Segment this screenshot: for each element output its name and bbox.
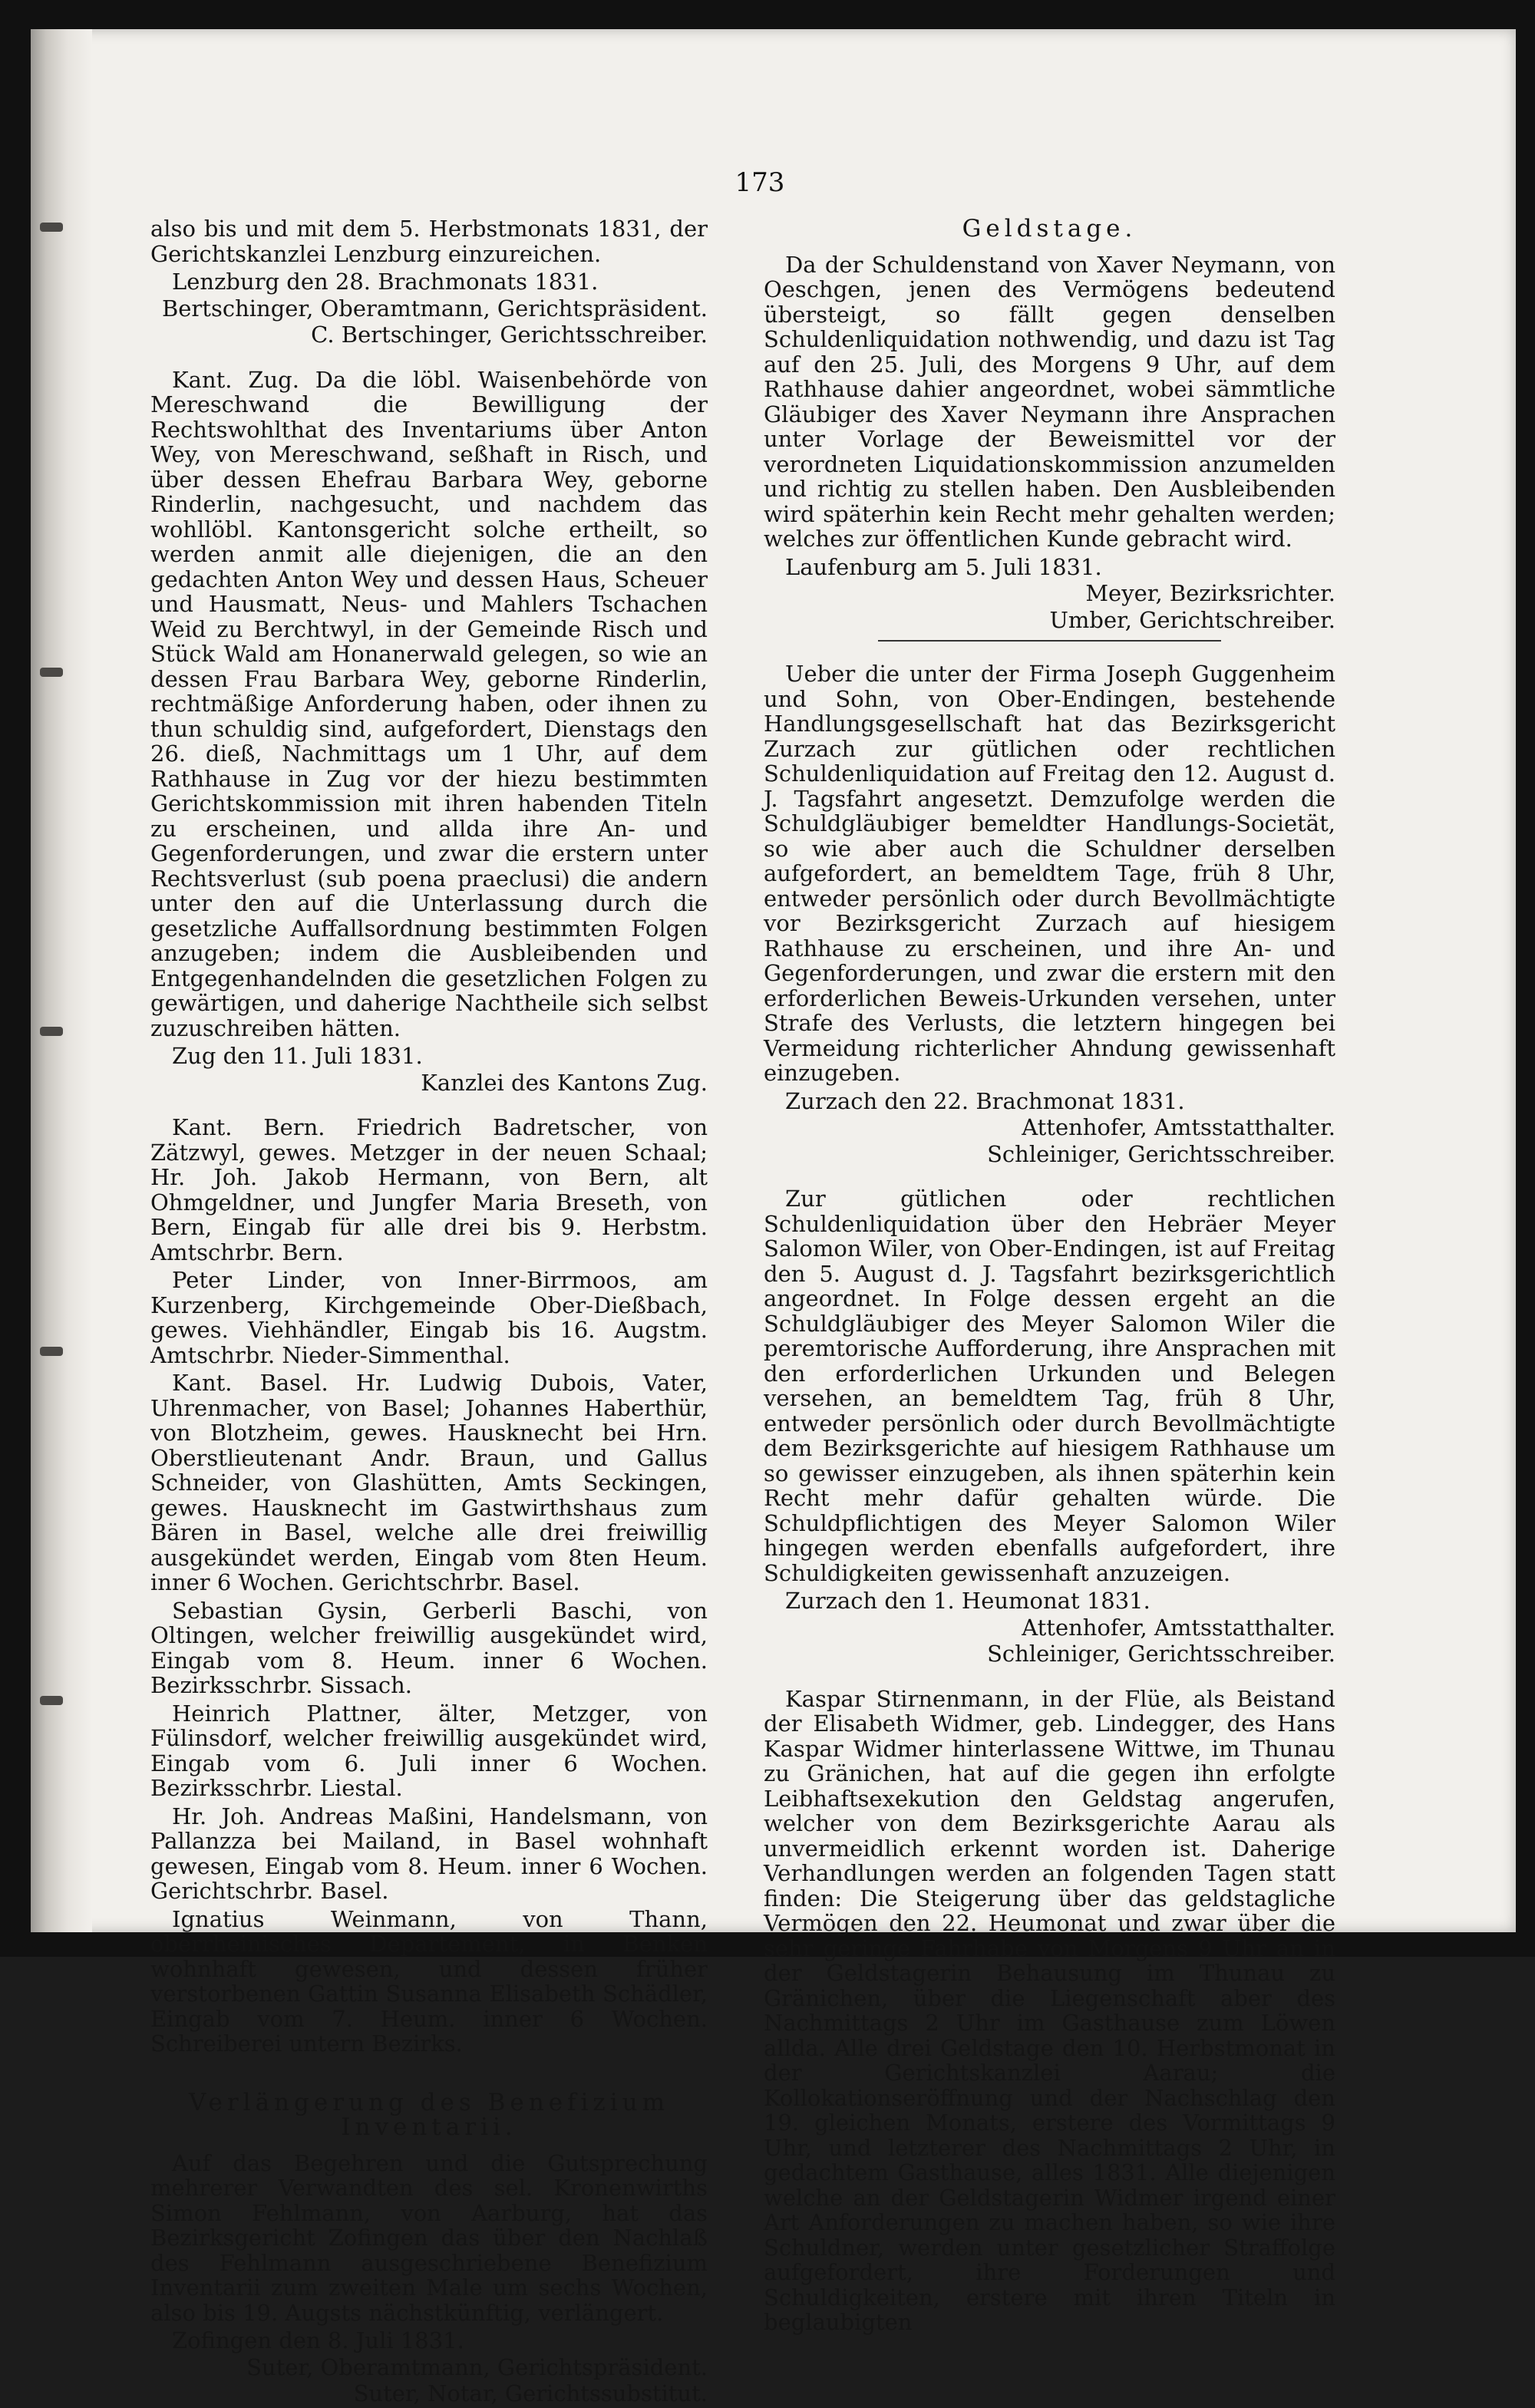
signature: C. Bertschinger, Gerichtsschreiber. bbox=[311, 322, 708, 348]
paragraph: Kant. Zug. Da die löbl. Waisenbehörde von Mereschwand die Bewilligung der Rechtswohlthat des Inventariums über Anton Wey, von Mereschwand, seßhaft in Risch, und über dessen Ehefrau Barbara Wey, geborne Rinderlin, nachgesucht, und nachdem das wohllöbl. Kantonsgericht solche ertheilt, so werden anmit alle diejenigen, die an den gedachten Anton Wey und dessen Haus, Scheuer und Hausmatt, Neus- und Mahlers Tschachen Weid zu Berchtwyl, in der Gemeinde Risch und Stück Wald am Honanerwald gelegen, so wie an dessen Frau Barbara Wey, geborne Rinderlin, rechtmäßige Anforderung haben, oder ihnen zu thun schuldig sind, aufgefordert, Dienstags den 26. dieß, Nachmittags um 1 Uhr, auf dem Rathhause in Zug vor der hiezu bestimmten Gerichtskommission mit ihren habenden Titeln zu erscheinen, und allda ihre An- und Gegenforderungen, und zwar die erstern unter Rechtsverlust (sub poena praeclusi) die andern unter den auf die Unterlassung durch die gesetzliche Auffallsordnung bestimmten Folgen anzugeben; indem die Ausbleibenden und Entgegenhandelnden die gesetzlichen Folgen zu gewärtigen, und daherige Nachtheile sich selbst zuzuschreiben hätten. bbox=[150, 366, 708, 1041]
right-column bbox=[764, 216, 1335, 2338]
signature: Suter, Oberamtmann, Gerichtspräsident. bbox=[246, 2354, 708, 2380]
signature: Attenhofer, Amtsstatthalter. bbox=[1022, 1614, 1335, 1641]
signature: Bertschinger, Oberamtmann, Gerichtspräsident. bbox=[161, 295, 708, 322]
separator-rule bbox=[878, 640, 1221, 642]
signature: Attenhofer, Amtsstatthalter. bbox=[1022, 1114, 1335, 1140]
paragraph: also bis und mit dem 5. Herbstmonats 1831, der Gerichtskanzlei Lenzburg einzureichen. bbox=[150, 216, 708, 267]
paragraph: Ignatius Weinmann, von Thann, oberrheinisches Departement, in Benken wohnhaft gewesen, und dessen früher verstorbenen Gattin Susanna Elisabeth Schädler, Eingab vom 7. Heum. inner 6 Wochen. Schreiberei untern Bezirks. bbox=[150, 1905, 708, 2057]
dateline: Zofingen den 8. Juli 1831. bbox=[172, 2327, 464, 2354]
paragraph: Kant. Basel. Hr. Ludwig Dubois, Vater, Uhrenmacher, von Basel; Johannes Haberthür, von Blotzheim, gewes. Hausknecht bei Hrn. Oberstlieutenant Andr. Braun, und Gallus Schneider, von Glashütten, Amts Seckingen, gewes. Hausknecht im Gastwirthshaus zum Bären in Basel, welche alle drei freiwillig ausgekündet werden, Eingab vom 8ten Heum. inner 6 Wochen. Gerichtschrbr. Basel. bbox=[150, 1370, 708, 1595]
section-heading: Verlängerung des Benefizium Inventarii. bbox=[188, 2088, 670, 2141]
signature: Umber, Gerichtschreiber. bbox=[1049, 606, 1335, 633]
dateline: Zug den 11. Juli 1831. bbox=[172, 1043, 423, 1069]
section-heading: Geldstage. bbox=[962, 215, 1137, 242]
paragraph: Peter Linder, von Inner-Birrmoos, am Kurzenberg, Kirchgemeinde Ober-Dießbach, gewes. Viehhändler, Eingab bis 16. Augstm. Amtschrbr. Nieder-Simmenthal. bbox=[150, 1267, 708, 1368]
book-binding-shadow bbox=[31, 29, 92, 1932]
paragraph: Heinrich Plattner, älter, Metzger, von Fülinsdorf, welcher freiwillig ausgekündet wird, Eingab vom 6. Juli inner 6 Wochen. Bezirksschrbr. Liestal. bbox=[150, 1700, 708, 1801]
paragraph: Zur gütlichen oder rechtlichen Schuldenliquidation über den Hebräer Meyer Salomon Wiler, von Ober-Endingen, ist auf Freitag den 5. August d. J. Tagsfahrt bezirksgerichtlich angeordnet. In Folge dessen ergeht an die Schuldgläubiger des Meyer Salomon Wiler die peremtorische Aufforderung, ihre Ansprachen mit den erforderlichen Urkunden und Belegen versehen, an bemeldtem Tag, früh 8 Uhr, entweder persönlich oder durch Bevollmächtigte dem Bezirksgerichte auf hiesigem Rathhause um so gewisser einzugeben, als ihnen späterhin kein Recht mehr dafür gehalten würde. Die Schuldpflichtigen des Meyer Salomon Wiler hingegen werden ebenfalls aufgefordert, ihre Schuldigkeiten gewissenhaft anzuzeigen. bbox=[764, 1186, 1335, 1586]
signature: Schleiniger, Gerichtsschreiber. bbox=[987, 1140, 1335, 1167]
paragraph: Hr. Joh. Andreas Maßini, Handelsmann, von Pallanzza bei Mailand, in Basel wohnhaft gewesen, Eingab vom 8. Heum. inner 6 Wochen. Gerichtschrbr. Basel. bbox=[150, 1803, 708, 1904]
paragraph: Kaspar Stirnenmann, in der Flüe, als Beistand der Elisabeth Widmer, geb. Lindegger, des Hans Kaspar Widmer hinterlassene Wittwe, im Thunau zu Gränichen, hat auf die gegen ihn erfolgte Leibhaftsexekution den Geldstag angerufen, welcher von dem Bezirksgerichte Aarau als unvermeidlich erkennt worden ist. Daherige Verhandlungen werden an folgenden Tagen statt finden: Die Steigerung über das geldstagliche Vermögen den 22. Heumonat und zwar über die sehr geringe Fahrhabe von Morgens 9 Uhr an in der Geldstagerin Behausung im Thunau zu Gränichen, über die Liegenschaft aber des Nachmittags 2 Uhr im Gasthause zum Löwen allda. Alle drei Geldstage den 10. Herbstmonat in der Gerichtskanzlei Aarau; die Kollokationseröffnung und der Nachschlag den 19. gleichen Monats, erstere des Vormittags 9 Uhr, und letzterer des Nachmittags 2 Uhr, in gedachtem Gasthause, alles 1831. Alle diejenigen welche an der Geldstagerin Widmer irgend einer Art Anforderungen zu machen haben, so wie ihre Schuldner, werden unter gesetzlicher Straffolge aufgefordert, ihre Forderungen und Schuldigkeiten, erstere mit ihren Titeln in beglaubigten bbox=[764, 1685, 1335, 2335]
binding-stitch bbox=[40, 668, 63, 677]
signature: Kanzlei des Kantons Zug. bbox=[421, 1069, 708, 1096]
signature: Meyer, Bezirksrichter. bbox=[1085, 580, 1335, 606]
binding-stitch bbox=[40, 223, 63, 232]
left-column bbox=[150, 216, 708, 2408]
dateline: Lenzburg den 28. Brachmonats 1831. bbox=[172, 269, 599, 295]
signature: Suter, Notar, Gerichtssubstitut. bbox=[353, 2380, 708, 2406]
dateline: Laufenburg am 5. Juli 1831. bbox=[785, 553, 1102, 580]
binding-stitch bbox=[40, 1696, 63, 1705]
paragraph: Auf das Begehren und die Gutsprechung mehrerer Verwandten des sel. Kronenwirths Simon Fehlmann, von Aarburg, hat das Bezirksgericht Zofingen das über den Nachlaß des Fehlmann ausgeschriebene Benefizium Inventarii zum zweiten Male um sechs Wochen, also bis 19. Augsts nächstkünftig, verlängert. bbox=[150, 2149, 708, 2326]
binding-stitch bbox=[40, 1347, 63, 1356]
paragraph: Sebastian Gysin, Gerberli Baschi, von Oltingen, welcher freiwillig ausgekündet wird, Eingab vom 8. Heum. inner 6 Wochen. Bezirksschrbr. Sissach. bbox=[150, 1597, 708, 1698]
binding-stitch bbox=[40, 1027, 63, 1036]
dateline: Zurzach den 22. Brachmonat 1831. bbox=[785, 1087, 1185, 1114]
page-number: 173 bbox=[734, 167, 785, 198]
paragraph: Ueber die unter der Firma Joseph Guggenheim und Sohn, von Ober-Endingen, bestehende Handlungsgesellschaft hat das Bezirksgericht Zurzach zur gütlichen oder rechtlichen Schuldenliquidation auf Freitag den 12. August d. J. Tagsfahrt angesetzt. Demzufolge werden die Schuldgläubiger bemeldter Handlungs-Societät, so wie aber auch die Schuldner derselben aufgefordert, an bemeldtem Tage, früh 8 Uhr, entweder persönlich oder durch Bevollmächtigte vor Bezirksgericht Zurzach auf hiesigem Rathhause zu erscheinen, und ihre An- und Gegenforderungen, und zwar die erstern mit den erforderlichen Beweis-Urkunden versehen, unter Strafe des Verlusts, die letztern hingegen bei Vermeidung richterlicher Ahndung gewissenhaft einzugeben. bbox=[764, 661, 1335, 1086]
paragraph: Da der Schuldenstand von Xaver Neymann, von Oeschgen, jenen des Vermögens bedeutend übersteigt, so fällt gegen denselben Schuldenliquidation nothwendig, und dazu ist Tag auf den 25. Juli, des Morgens 9 Uhr, auf dem Rathhause dahier angeordnet, wobei sämmtliche Gläubiger des Xaver Neymann ihre Ansprachen unter Vorlage der Beweismittel vor der verordneten Liquidationskommission anzumelden und richtig zu stellen haben. Den Ausbleibenden wird späterhin kein Recht mehr gehalten werden; welches zur öffentlichen Kunde gebracht wird. bbox=[764, 251, 1335, 552]
signature: Schleiniger, Gerichtsschreiber. bbox=[987, 1641, 1335, 1667]
dateline: Zurzach den 1. Heumonat 1831. bbox=[785, 1588, 1150, 1614]
paragraph: Kant. Bern. Friedrich Badretscher, von Zätzwyl, gewes. Metzger in der neuen Schaal; Hr. Joh. Jakob Hermann, von Bern, alt Ohmgeldner, und Jungfer Maria Breseth, von Bern, Eingab für alle drei bis 9. Herbstm. Amtschrbr. Bern. bbox=[150, 1114, 708, 1265]
